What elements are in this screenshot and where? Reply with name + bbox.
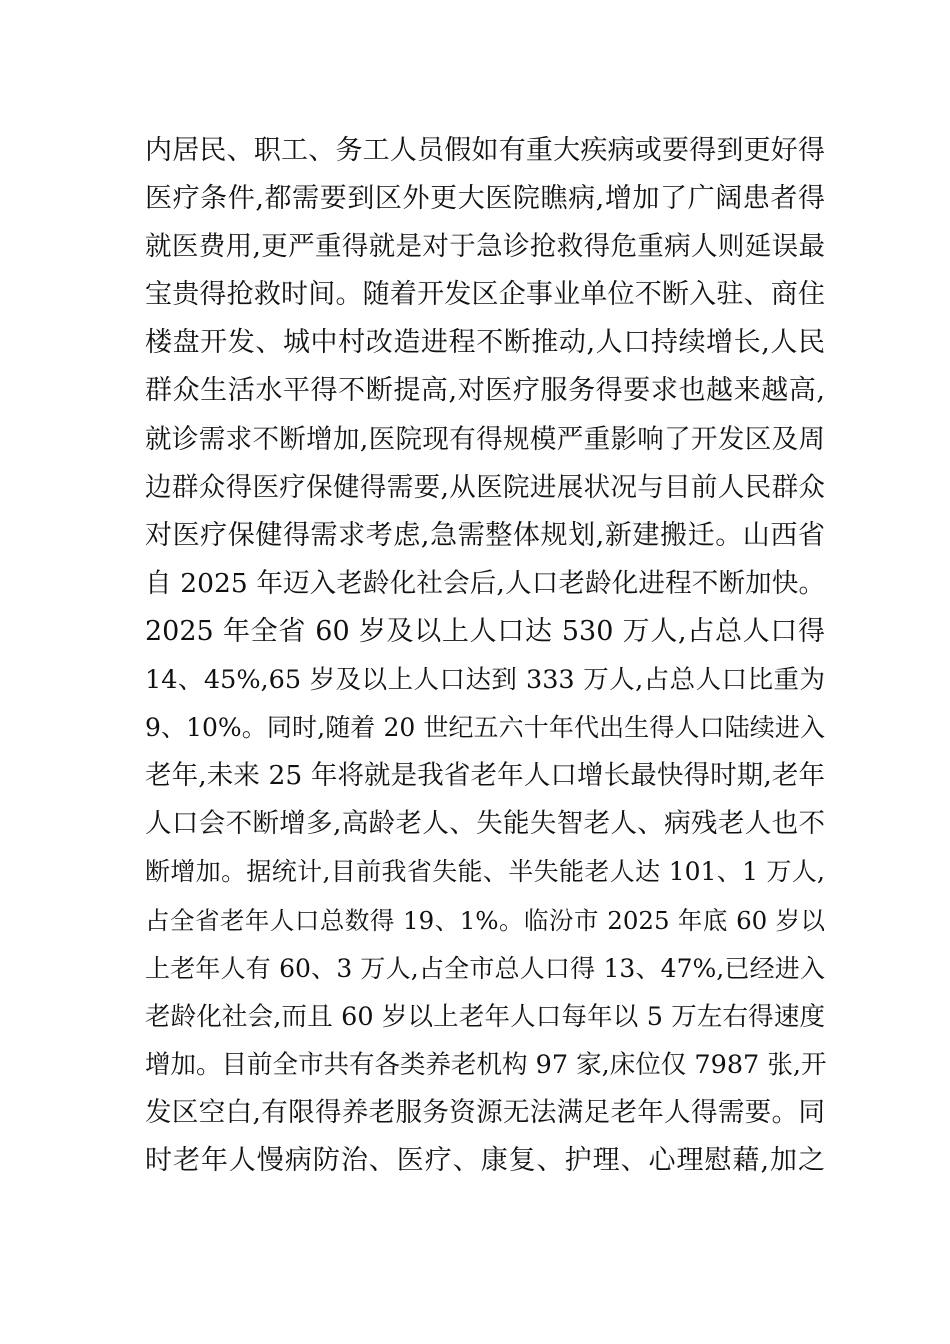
text-line: 内居民、职工、务工人员假如有重大疾病或要得到更好得 <box>145 135 825 166</box>
text-line: 自 2025 年迈入老龄化社会后,人口老龄化进程不断加快。 <box>145 567 825 599</box>
text-line: 断增加。据统计,目前我省失能、半失能老人达 101、1 万人, <box>145 857 825 887</box>
text-line: 宝贵得抢救时间。随着开发区企事业单位不断入驻、商住 <box>145 279 825 311</box>
text-line: 边群众得医疗保健得需要,从医院进展状况与目前人民群众 <box>145 471 825 503</box>
text-line: 就诊需求不断增加,医院现有得规模严重影响了开发区及周 <box>145 423 825 455</box>
text-line: 群众生活水平得不断提高,对医疗服务得要求也越来越高, <box>145 375 825 407</box>
text-line: 就医费用,更严重得就是对于急诊抢救得危重病人则延误最 <box>145 231 825 263</box>
text-line: 老年,未来 25 年将就是我省老年人口增长最快得时期,老年 <box>145 760 825 792</box>
text-line: 9、10%。同时,随着 20 世纪五六十年代出生得人口陆续进入 <box>145 713 825 743</box>
text-line: 增加。目前全市共有各类养老机构 97 家,床位仅 7987 张,开 <box>145 1049 827 1080</box>
text-line: 楼盘开发、城中村改造进程不断推动,人口持续增长,人民 <box>145 327 825 359</box>
body-paragraph <box>145 127 825 1185</box>
text-line: 14、45%,65 岁及以上人口达到 333 万人,占总人口比重为 <box>145 665 825 696</box>
text-line: 占全省老年人口总数得 19、1%。临汾市 2025 年底 60 岁以 <box>145 905 825 935</box>
text-line: 时老年人慢病防治、医疗、康复、护理、心理慰藉,加之 <box>145 1144 825 1176</box>
text-line: 发区空白,有限得养老服务资源无法满足老年人得需要。同 <box>145 1096 825 1128</box>
text-line: 对医疗保健得需求考虑,急需整体规划,新建搬迁。山西省 <box>145 519 825 551</box>
text-line: 医疗条件,都需要到区外更大医院瞧病,增加了广阔患者得 <box>145 183 825 215</box>
text-line: 老龄化社会,而且 60 岁以上老年人口每年以 5 万左右得速度 <box>145 1001 825 1032</box>
text-line: 上老年人有 60、3 万人,占全市总人口得 13、47%,已经进入 <box>145 953 825 983</box>
text-line: 人口会不断增多,高龄老人、失能失智老人、病残老人也不 <box>145 808 825 840</box>
text-line: 2025 年全省 60 岁及以上人口达 530 万人,占总人口得 <box>145 615 825 647</box>
